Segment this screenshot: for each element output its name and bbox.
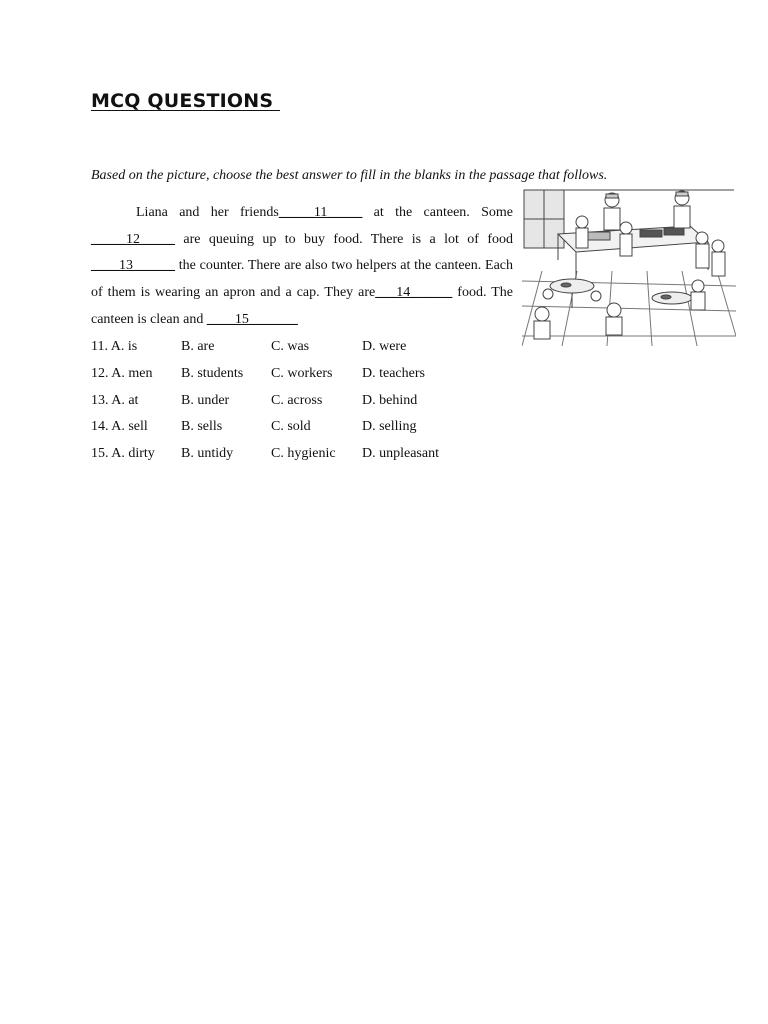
blank-11: _____11_____ bbox=[278, 205, 363, 220]
option-d: D. behind bbox=[362, 392, 418, 408]
option-b: B. are bbox=[181, 339, 215, 354]
passage bbox=[91, 200, 513, 334]
option-c: C. across bbox=[271, 392, 323, 408]
question-row bbox=[91, 388, 472, 415]
option-d: D. unpleasant bbox=[362, 446, 439, 462]
option-b: B. students bbox=[181, 365, 244, 381]
blank-12: _____12_____ bbox=[91, 231, 175, 247]
question-row bbox=[91, 361, 472, 388]
option-b: B. sells bbox=[181, 419, 223, 435]
option-c: C. was bbox=[271, 339, 310, 354]
option-a: 15. A. dirty bbox=[91, 446, 155, 462]
instructions: Based on the picture, choose the best answer to fill in the blanks in the passage that follows. bbox=[91, 168, 608, 183]
passage-text: at the canteen. Some bbox=[362, 205, 514, 220]
canteen-illustration bbox=[522, 186, 736, 346]
option-a: 13. A. at bbox=[91, 392, 139, 408]
option-a: 12. A. men bbox=[91, 365, 153, 381]
option-c: C. workers bbox=[271, 365, 333, 381]
blank-15: ____15_______ bbox=[206, 311, 298, 327]
blank-14: ___14______ bbox=[375, 285, 453, 301]
option-d: D. selling bbox=[362, 419, 417, 435]
page-title: MCQ QUESTIONS bbox=[91, 90, 281, 112]
option-b: B. untidy bbox=[181, 446, 234, 462]
question-row bbox=[91, 414, 472, 441]
passage-text: the counter. There are also two helpers at the canteen. Each of them is wearing an apron and a cap. They are bbox=[91, 258, 513, 301]
question-list bbox=[91, 334, 472, 468]
option-b: B. under bbox=[181, 392, 230, 408]
blank-13: ____13______ bbox=[91, 258, 175, 274]
option-d: D. were bbox=[362, 339, 407, 354]
option-a: 14. A. sell bbox=[91, 419, 148, 435]
option-c: C. sold bbox=[271, 419, 311, 435]
question-row bbox=[91, 441, 472, 468]
passage-text: food. The canteen is clean and bbox=[91, 285, 513, 327]
option-d: D. teachers bbox=[362, 365, 425, 381]
question-row bbox=[91, 334, 472, 361]
passage-text: Liana and her friends bbox=[136, 205, 279, 220]
option-c: C. hygienic bbox=[271, 446, 336, 462]
option-a: 11. A. is bbox=[91, 339, 138, 354]
passage-text: are queuing up to buy food. There is a lot of food bbox=[175, 231, 513, 247]
